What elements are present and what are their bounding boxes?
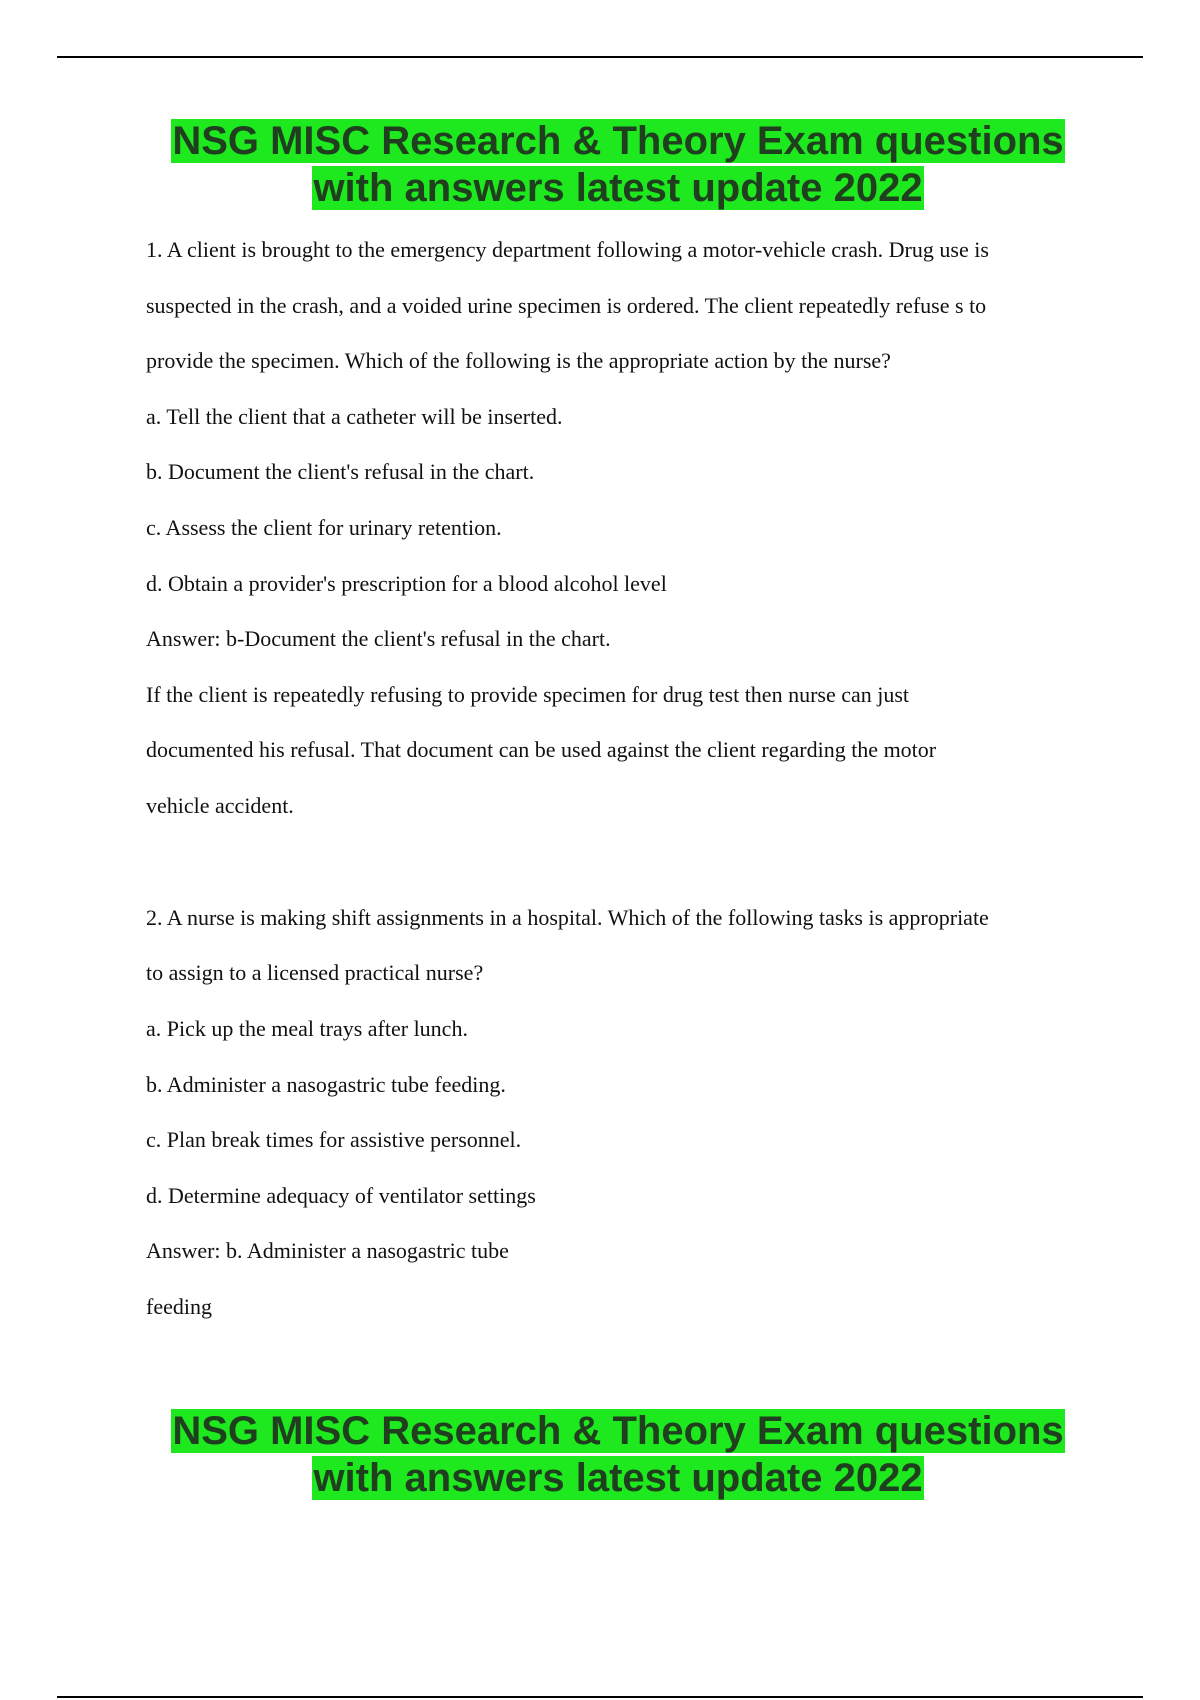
- title-line-2: with answers latest update 2022: [313, 166, 923, 210]
- top-rule: [57, 56, 1143, 58]
- question-2-option-b: b. Administer a nasogastric tube feeding.: [146, 1072, 506, 1097]
- question-1-line-2: suspected in the crash, and a voided urine specimen is ordered. The client repeatedly refuse s to: [146, 293, 987, 318]
- question-1-answer: Answer: b-Document the client's refusal in the chart.: [146, 626, 611, 651]
- question-1-rationale-line-3: vehicle accident.: [146, 793, 294, 818]
- title-line-1: NSG MISC Research & Theory Exam questions: [172, 119, 1064, 163]
- footer-title-line-1: NSG MISC Research & Theory Exam questions: [172, 1409, 1064, 1453]
- question-1-option-a: a. Tell the client that a catheter will be inserted.: [146, 404, 563, 429]
- question-2-option-a: a. Pick up the meal trays after lunch.: [146, 1016, 468, 1041]
- question-2-option-c: c. Plan break times for assistive personnel.: [146, 1127, 522, 1152]
- question-1-option-c: c. Assess the client for urinary retention.: [146, 515, 502, 540]
- question-1-rationale-line-1: If the client is repeatedly refusing to provide specimen for drug test then nurse can just: [146, 682, 910, 707]
- question-1-rationale-line-2: documented his refusal. That document can be used against the client regarding the motor: [146, 737, 937, 762]
- question-1-line-1: 1. A client is brought to the emergency department following a motor-vehicle crash. Drug use is: [146, 237, 989, 262]
- bottom-rule: [57, 1696, 1143, 1698]
- question-2-answer-line-2: feeding: [146, 1294, 212, 1319]
- question-2-option-d: d. Determine adequacy of ventilator settings: [146, 1183, 536, 1208]
- footer-title-line-2: with answers latest update 2022: [313, 1456, 923, 1500]
- page-title: [0, 118, 1200, 212]
- question-1-option-b: b. Document the client's refusal in the chart.: [146, 459, 535, 484]
- footer-title: [0, 1408, 1200, 1502]
- question-1-line-3: provide the specimen. Which of the following is the appropriate action by the nurse?: [146, 348, 891, 373]
- question-2-line-2: to assign to a licensed practical nurse?: [146, 960, 484, 985]
- question-1-option-d: d. Obtain a provider's prescription for a blood alcohol level: [146, 571, 667, 596]
- question-2-line-1: 2. A nurse is making shift assignments in a hospital. Which of the following tasks is appropriate: [146, 905, 989, 930]
- question-2-answer-line-1: Answer: b. Administer a nasogastric tube: [146, 1238, 509, 1263]
